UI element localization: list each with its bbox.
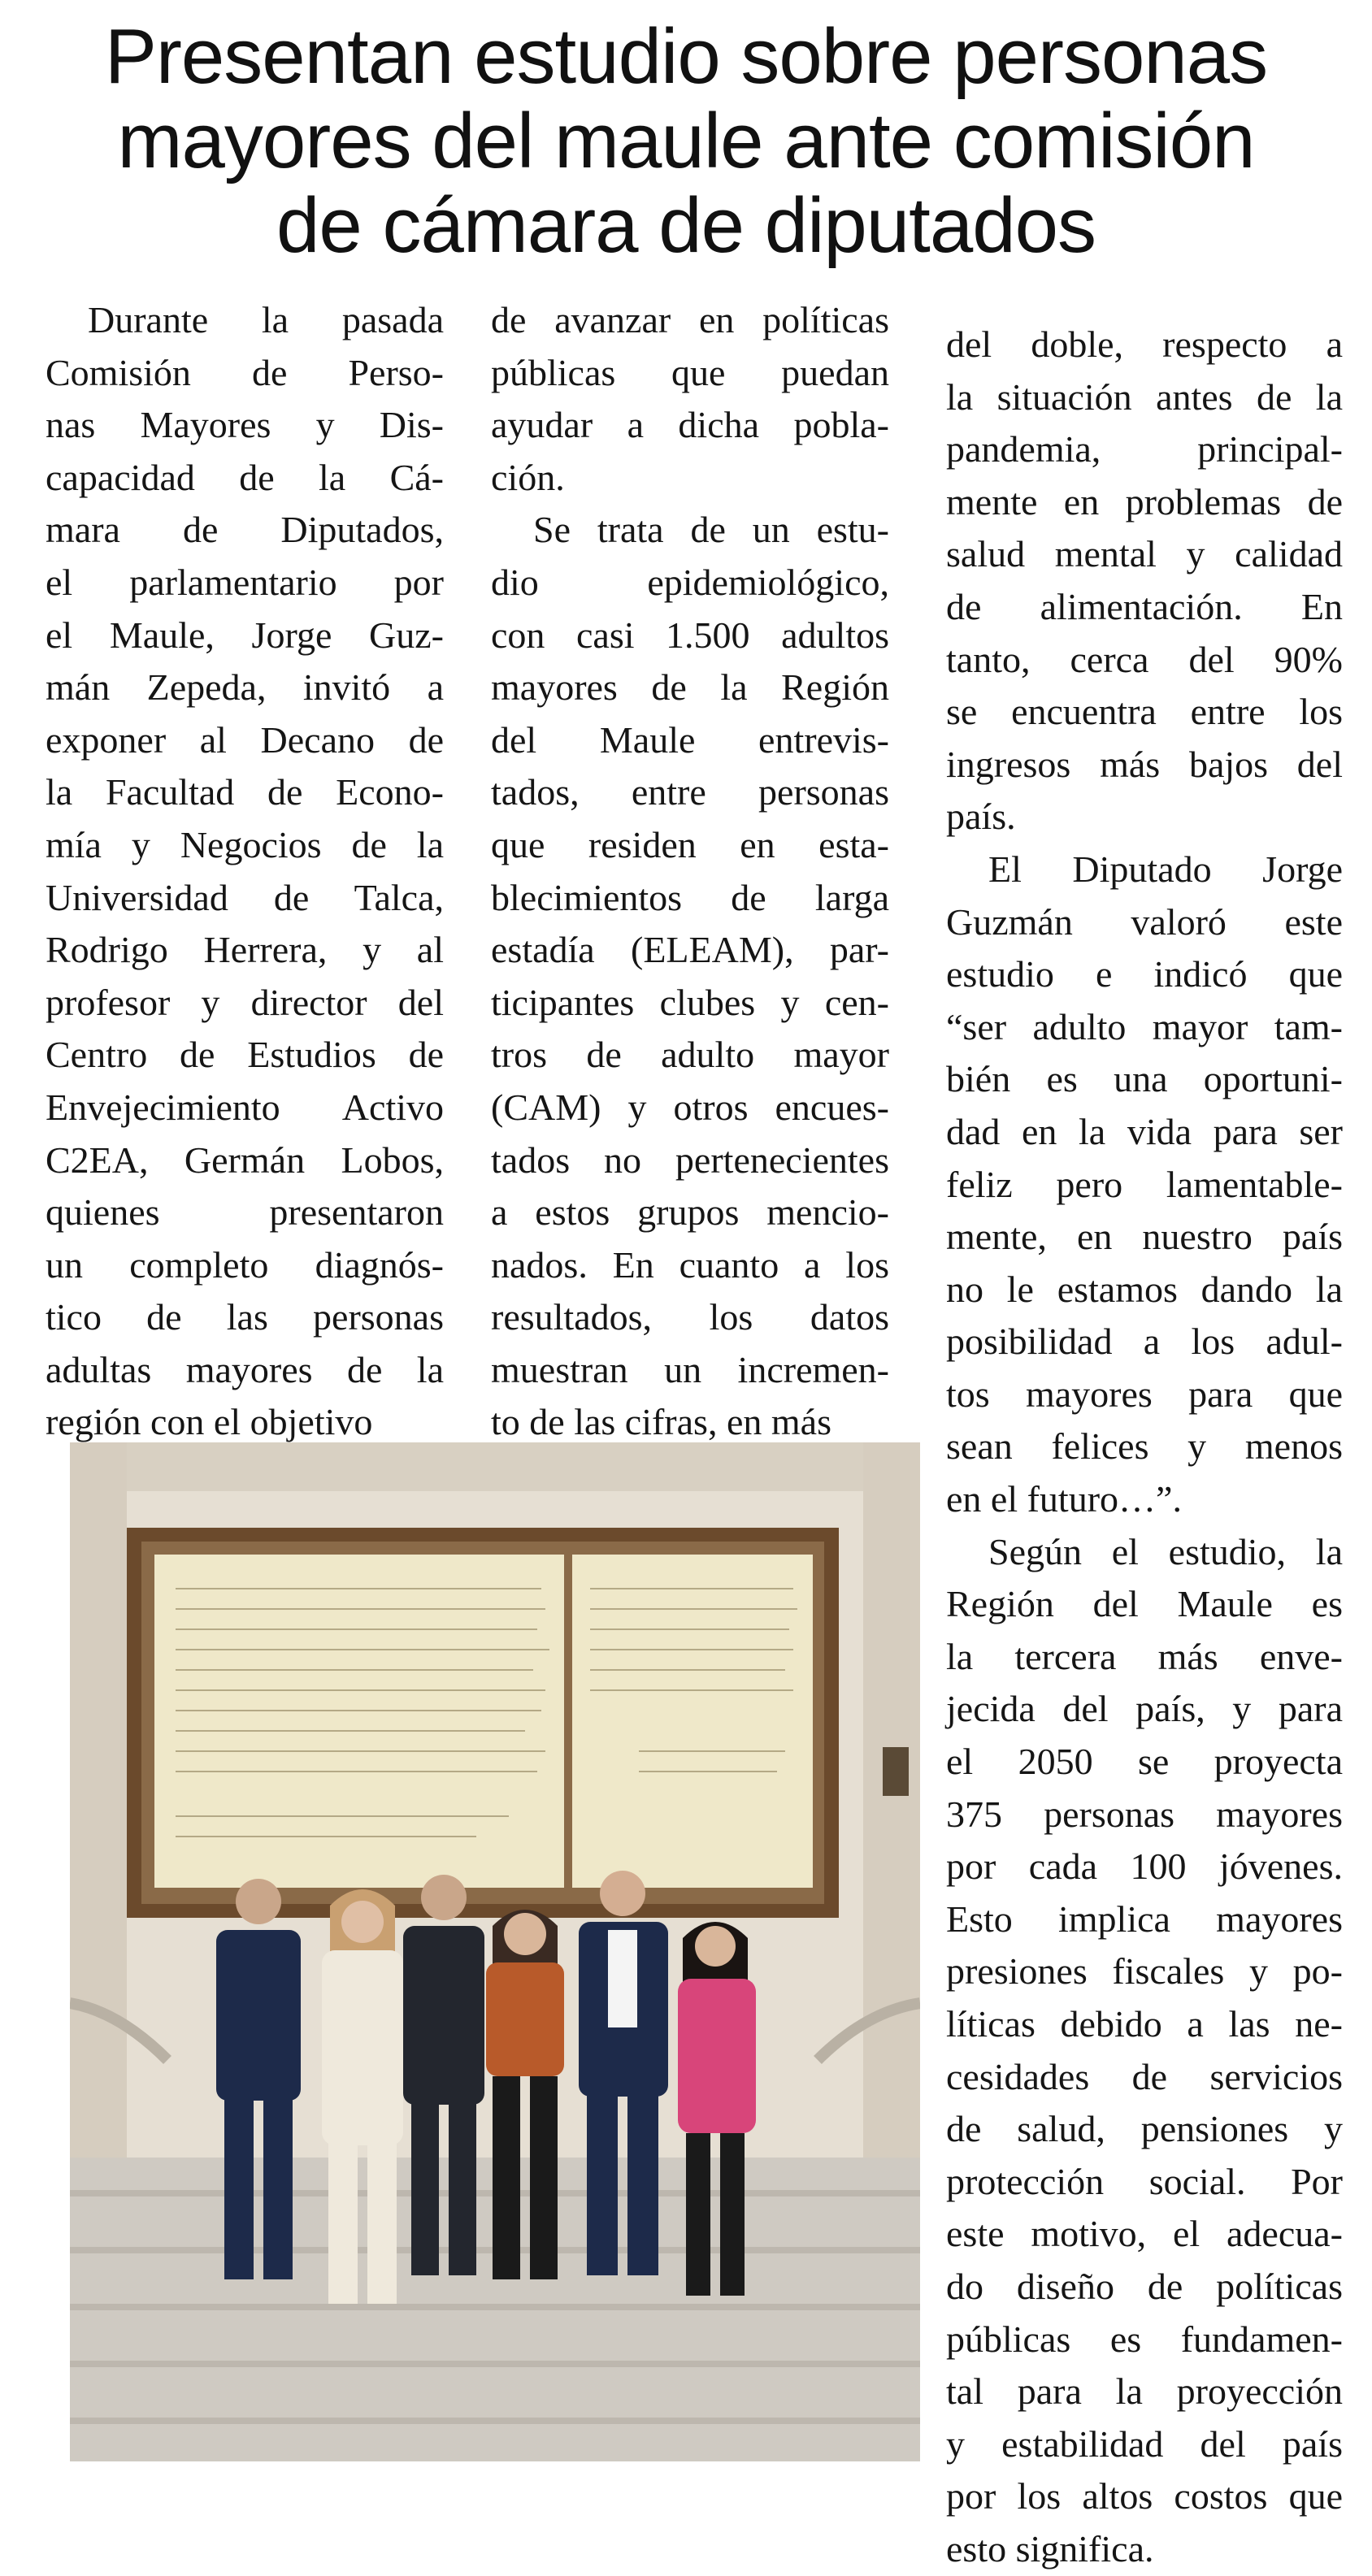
article-text-line: públicas es fundamen- xyxy=(946,2318,1343,2360)
article-text-line: tados no pertenecientes xyxy=(491,1138,889,1181)
article-text-line: jecida del país, y para xyxy=(946,1688,1343,1730)
article-text-line: la Facultad de Econo- xyxy=(46,771,444,813)
article-text-line: resultados, los datos xyxy=(491,1296,889,1338)
article-text-line: país. xyxy=(946,796,1016,838)
article-text-line: región con el objetivo xyxy=(46,1401,373,1443)
article-text-line: salud mental y calidad xyxy=(946,533,1343,575)
article-text-line: mayores de la Región xyxy=(491,666,889,709)
article-text-line: un completo diagnós- xyxy=(46,1243,444,1286)
parchment-right xyxy=(572,1555,813,1888)
article-text-line: a estos grupos mencio- xyxy=(491,1191,889,1234)
headline-line: Presentan estudio sobre personas xyxy=(104,13,1268,100)
article-text-line: cesidades de servicios xyxy=(946,2055,1343,2097)
article-text-line: profesor y director del xyxy=(46,981,444,1023)
article-text-line: se encuentra entre los xyxy=(946,691,1343,733)
article-text-line: quienes presentaron xyxy=(46,1191,444,1234)
article-text-line: no le estamos dando la xyxy=(946,1268,1343,1310)
article-text-line: de salud, pensiones y xyxy=(946,2108,1343,2150)
article-text-line: Se trata de un estu- xyxy=(533,509,889,551)
article-text-line: Durante la pasada xyxy=(88,299,444,340)
article-text-line: pandemia, principal- xyxy=(946,428,1343,471)
article-text-line: líticas debido a las ne- xyxy=(946,2003,1343,2045)
article-text-line: por cada 100 jóvenes. xyxy=(946,1845,1343,1888)
article-text-line: Esto implica mayores xyxy=(946,1897,1343,1940)
article-text-line: mía y Negocios de la xyxy=(46,823,444,865)
article-text-line: la tercera más enve- xyxy=(946,1635,1343,1677)
article-text-line: Según el estudio, la xyxy=(988,1530,1343,1572)
article-column-2 xyxy=(491,294,889,1449)
article-text-line: el 2050 se proyecta xyxy=(946,1741,1343,1783)
article-text-line: tal para la proyección xyxy=(946,2370,1343,2413)
article-text-line: de alimentación. En xyxy=(946,585,1343,627)
article-text-line: mán Zepeda, invitó a xyxy=(46,666,444,709)
article-text-line: el parlamentario por xyxy=(46,561,444,603)
article-text-line: esto significa. xyxy=(946,2527,1154,2569)
article-text-line: mara de Diputados, xyxy=(46,509,444,551)
article-text-line: “ser adulto mayor tam- xyxy=(946,1005,1343,1047)
article-text-line: Rodrigo Herrera, y al xyxy=(46,929,444,971)
article-text-line: presiones fiscales y po- xyxy=(946,1950,1343,1993)
article-text-line: blecimientos de larga xyxy=(491,876,889,918)
article-text-line: Envejecimiento Activo xyxy=(46,1086,444,1128)
article-text-line: adultas mayores de la xyxy=(46,1348,444,1390)
group-photo-illustration xyxy=(70,1442,920,2461)
article-text-line: de avanzar en políticas xyxy=(491,299,889,340)
article-text-line: (CAM) y otros encues- xyxy=(491,1086,889,1128)
headline-line: de cámara de diputados xyxy=(276,182,1096,269)
article-text-line: públicas que puedan xyxy=(491,351,889,393)
article-text-line: este motivo, el adecua- xyxy=(946,2213,1343,2255)
article-text-line: protección social. Por xyxy=(946,2160,1343,2202)
article-text-line: que residen en esta- xyxy=(491,823,889,865)
article-text-line: con casi 1.500 adultos xyxy=(491,614,889,656)
article-text-line: ción. xyxy=(491,456,565,498)
article-text-line: feliz pero lamentable- xyxy=(946,1163,1343,1205)
article-text-line: Universidad de Talca, xyxy=(46,876,444,918)
article-text-line: mente en problemas de xyxy=(946,480,1343,523)
parchment-left xyxy=(154,1555,564,1888)
article-text-line: y estabilidad del país xyxy=(946,2422,1343,2465)
headline-line: mayores del maule ante comisión xyxy=(117,98,1255,184)
article-text-line: dio epidemiológico, xyxy=(491,561,889,603)
article-column-1 xyxy=(46,294,444,1449)
article-text-line: mente, en nuestro país xyxy=(946,1216,1343,1258)
article-text-line: la situación antes de la xyxy=(946,375,1343,418)
article-text-line: del Maule entrevis- xyxy=(491,718,889,761)
article-text-line: Guzmán valoró este xyxy=(946,900,1343,943)
article-text-line: en el futuro…”. xyxy=(946,1478,1182,1520)
article-text-line: Comisión de Perso- xyxy=(46,351,444,393)
article-text-line: ticipantes clubes y cen- xyxy=(491,981,889,1023)
article-text-line: posibilidad a los adul- xyxy=(946,1321,1343,1363)
article-text-line: estudio e indicó que xyxy=(946,953,1343,995)
article-column-3 xyxy=(946,319,1343,2576)
article-text-line: tros de adulto mayor xyxy=(491,1034,889,1076)
article-text-line: estadía (ELEAM), par- xyxy=(491,929,889,971)
article-text-line: tico de las personas xyxy=(46,1296,444,1338)
article-text-line: Centro de Estudios de xyxy=(46,1034,444,1076)
article-text-line: dad en la vida para ser xyxy=(946,1110,1343,1152)
article-text-line: muestran un incremen- xyxy=(491,1348,889,1390)
article-text-line: tados, entre personas xyxy=(491,771,889,813)
article-text-line: del doble, respecto a xyxy=(946,323,1343,365)
article-text-line: capacidad de la Cá- xyxy=(46,456,444,498)
article-text-line: ayudar a dicha pobla- xyxy=(491,404,889,446)
article-text-line: El Diputado Jorge xyxy=(988,848,1343,890)
article-text-line: nados. En cuanto a los xyxy=(491,1243,889,1286)
article-text-line: exponer al Decano de xyxy=(46,718,444,761)
article-text-line: C2EA, Germán Lobos, xyxy=(46,1138,444,1181)
article-text-line: el Maule, Jorge Guz- xyxy=(46,614,444,656)
article-text-line: to de las cifras, en más xyxy=(491,1401,831,1443)
article-text-line: do diseño de políticas xyxy=(946,2265,1343,2307)
article-text-line: 375 personas mayores xyxy=(946,1793,1343,1835)
group-photo xyxy=(70,1442,920,2461)
article-text-line: ingresos más bajos del xyxy=(946,743,1343,785)
article-text-line: por los altos costos que xyxy=(946,2475,1343,2517)
article-text-line: tanto, cerca del 90% xyxy=(946,638,1343,680)
article-text-line: bién es una oportuni- xyxy=(946,1058,1343,1100)
article-text-line: tos mayores para que xyxy=(946,1373,1343,1415)
article-text-line: sean felices y menos xyxy=(946,1425,1343,1468)
article-text-line: Región del Maule es xyxy=(946,1583,1343,1625)
headline xyxy=(33,15,1339,268)
article-text-line: nas Mayores y Dis- xyxy=(46,404,444,446)
